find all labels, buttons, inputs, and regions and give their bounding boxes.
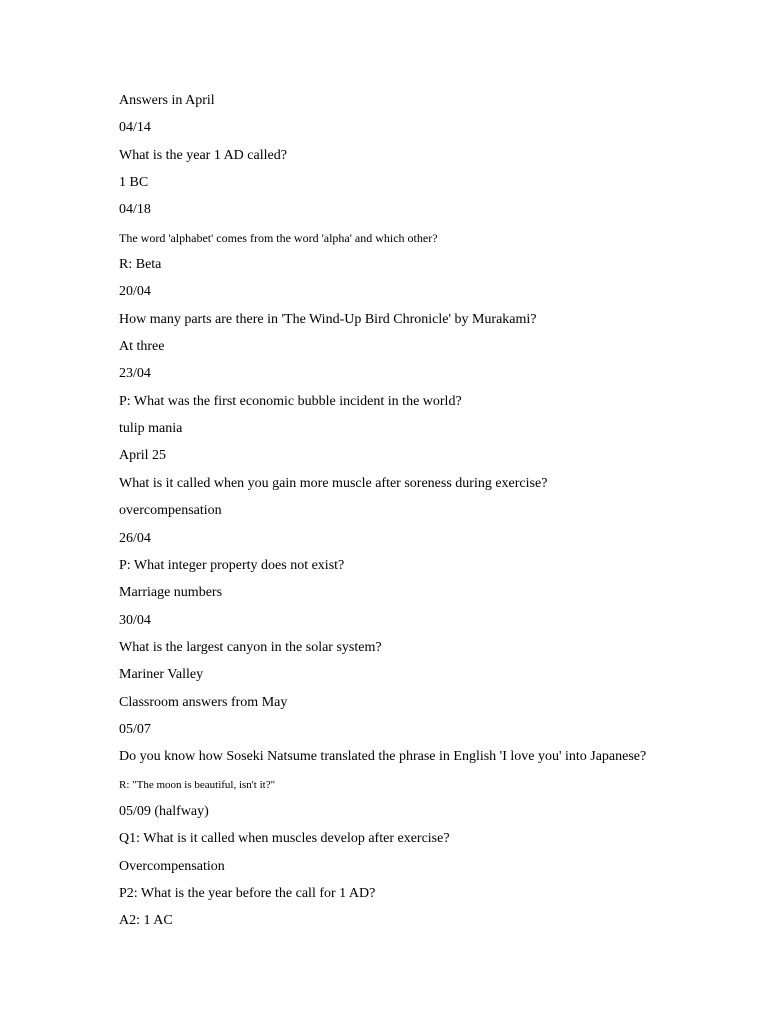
question-text: P: What was the first economic bubble incident in the world? xyxy=(119,393,462,409)
answer-text: At three xyxy=(119,339,165,355)
answer-text: A2: 1 AC xyxy=(119,913,173,929)
date-label: 20/04 xyxy=(119,284,151,300)
question-text: How many parts are there in 'The Wind-Up Bird Chronicle' by Murakami? xyxy=(119,311,537,327)
date-label: 26/04 xyxy=(119,530,151,546)
section-heading: Answers in April xyxy=(119,93,215,108)
date-label: 05/07 xyxy=(119,721,151,737)
question-text: P: What integer property does not exist? xyxy=(119,557,345,573)
question-text: What is the largest canyon in the solar system? xyxy=(119,639,382,655)
date-label: 05/09 (halfway) xyxy=(119,803,209,819)
answer-text: R: "The moon is beautiful, isn't it?" xyxy=(119,778,276,791)
document-body xyxy=(119,91,759,939)
question-text: What is the year 1 AD called? xyxy=(119,147,287,163)
answer-text: R: Beta xyxy=(119,257,162,273)
date-label: 04/14 xyxy=(119,120,151,136)
question-text: Q1: What is it called when muscles develop after exercise? xyxy=(119,831,450,847)
answer-text: Overcompensation xyxy=(119,858,225,874)
date-label: 23/04 xyxy=(119,366,151,382)
section-heading: Classroom answers from May xyxy=(119,694,288,710)
answer-text: tulip mania xyxy=(119,421,183,437)
answer-text: Mariner Valley xyxy=(119,667,204,683)
question-text: Do you know how Soseki Natsume translated the phrase in English 'I love you' into Japanese? xyxy=(119,749,647,765)
question-text: The word 'alphabet' comes from the word 'alpha' and which other? xyxy=(119,230,438,245)
answer-text: Marriage numbers xyxy=(119,585,223,601)
answer-text: 1 BC xyxy=(119,175,149,191)
answer-text: overcompensation xyxy=(119,503,222,519)
question-text: P2: What is the year before the call for 1 AD? xyxy=(119,885,376,901)
date-label: 04/18 xyxy=(119,202,151,218)
date-label: April 25 xyxy=(119,448,167,464)
date-label: 30/04 xyxy=(119,612,151,628)
question-text: What is it called when you gain more muscle after soreness during exercise? xyxy=(119,475,548,491)
